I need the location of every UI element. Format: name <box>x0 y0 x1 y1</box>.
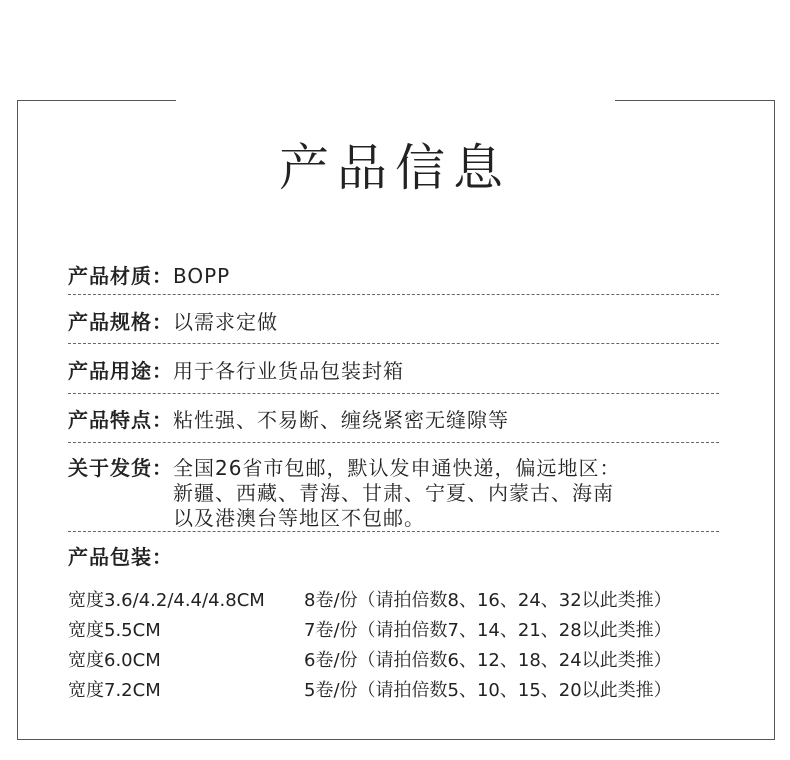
packaging-spec: 5卷/份（请拍倍数5、10、15、20以此类推） <box>304 680 672 701</box>
spec-row-size <box>68 310 718 335</box>
packaging-item <box>68 590 728 612</box>
packaging-item <box>68 650 728 672</box>
spec-value <box>173 310 278 335</box>
packaging-width: 宽度7.2CM <box>68 680 161 701</box>
packaging-label: 产品包装： <box>68 545 173 569</box>
spec-label: 关于发货： <box>68 456 173 480</box>
spec-row-features <box>68 408 718 433</box>
spec-value-line: 以需求定做 <box>173 310 278 334</box>
spec-row-material <box>68 264 718 289</box>
divider <box>68 393 719 394</box>
spec-value <box>173 408 509 433</box>
divider <box>68 531 719 532</box>
spec-row-shipping <box>68 456 718 531</box>
spec-value-line: 粘性强、不易断、缠绕紧密无缝隙等 <box>173 408 509 432</box>
spec-label: 产品规格： <box>68 310 173 334</box>
packaging-heading <box>68 545 718 570</box>
packaging-width: 宽度5.5CM <box>68 620 161 641</box>
packaging-spec: 8卷/份（请拍倍数8、16、24、32以此类推） <box>304 590 672 611</box>
packaging-width: 宽度6.0CM <box>68 650 161 671</box>
spec-value-line: BOPP <box>173 264 231 288</box>
spec-value <box>173 264 230 289</box>
packaging-spec: 6卷/份（请拍倍数6、12、18、24以此类推） <box>304 650 672 671</box>
packaging-spec: 7卷/份（请拍倍数7、14、21、28以此类推） <box>304 620 672 641</box>
divider <box>68 294 719 295</box>
frame-bottom-border <box>176 739 615 740</box>
spec-value-line: 以及港澳台等地区不包邮。 <box>173 506 425 530</box>
spec-row-usage <box>68 359 718 384</box>
spec-value <box>173 456 620 531</box>
spec-value-line: 全国26省市包邮，默认发申通快递，偏远地区： <box>173 456 621 480</box>
divider <box>68 343 719 344</box>
packaging-item <box>68 680 728 702</box>
spec-label: 产品特点： <box>68 408 173 432</box>
packaging-item <box>68 620 728 642</box>
spec-value <box>173 359 404 384</box>
page-title: 产品信息 <box>279 139 511 197</box>
spec-value-line: 新疆、西藏、青海、甘肃、宁夏、内蒙古、海南 <box>173 481 614 505</box>
packaging-width: 宽度3.6/4.2/4.4/4.8CM <box>68 590 265 611</box>
spec-value-line: 用于各行业货品包装封箱 <box>173 359 404 383</box>
divider <box>68 442 719 443</box>
spec-label: 产品用途： <box>68 359 173 383</box>
spec-label: 产品材质： <box>68 264 173 288</box>
